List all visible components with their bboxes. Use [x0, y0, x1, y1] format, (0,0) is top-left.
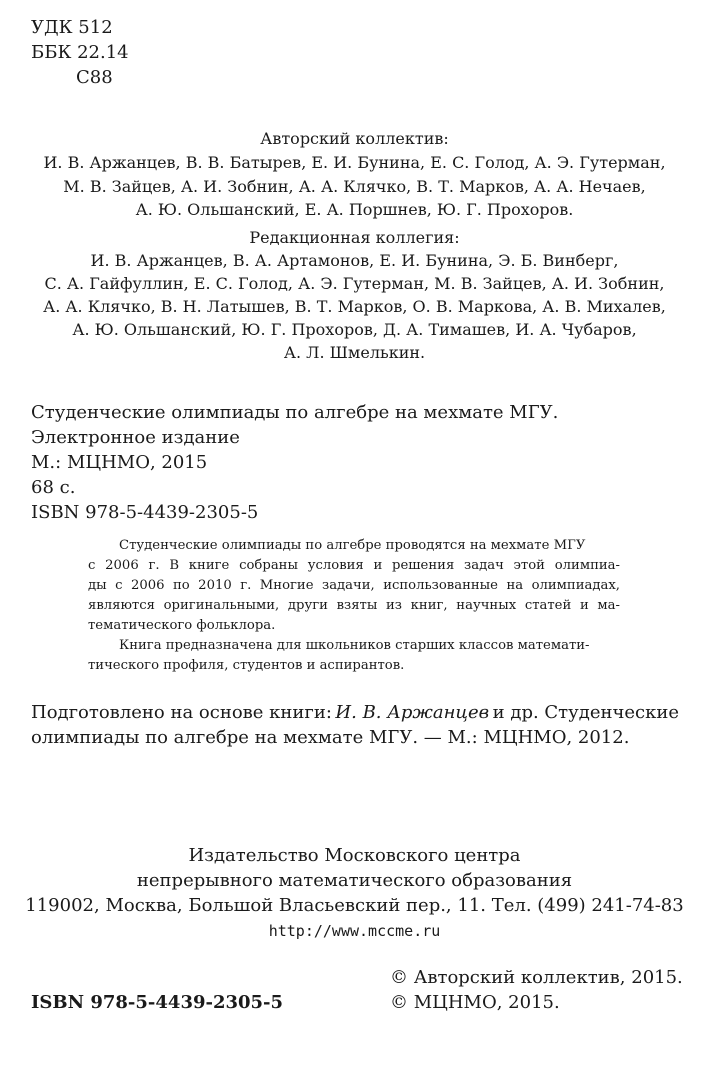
- footer-isbn: ISBN 978-5-4439-2305-5: [31, 992, 284, 1013]
- abstract-line: Студенческие олимпиады по алгебре проводятся на мехмате МГУ: [119, 538, 586, 553]
- publisher-name-2: непрерывного математического образования: [136, 870, 573, 891]
- isbn: ISBN 978-5-4439-2305-5: [31, 502, 259, 523]
- publisher-name: Издательство Московского центра: [188, 845, 521, 866]
- based-on-suffix: и др. Студенческие: [492, 702, 679, 723]
- authors-line: М. В. Зайцев, А. И. Зобнин, А. А. Клячко, В. Т. Марков, А. А. Нечаев,: [63, 177, 646, 196]
- abstract-line: с 2006 г. В книге собраны условия и решения задач этой олимпиа-: [88, 558, 620, 573]
- abstract-line: тематического фольклора.: [88, 618, 276, 633]
- editors-line: А. Ю. Ольшанский, Ю. Г. Прохоров, Д. А. Тимашев, И. А. Чубаров,: [72, 320, 637, 339]
- abstract-line: являются оригинальными, други взяты из книг, научных статей и ма-: [88, 598, 620, 613]
- abstract-line: ды с 2006 по 2010 г. Многие задачи, использованные на олимпиадах,: [88, 578, 620, 593]
- book-title: Студенческие олимпиады по алгебре на мехмате МГУ.: [31, 402, 559, 423]
- authors-heading: Авторский коллектив:: [260, 129, 449, 148]
- based-on-author: И. В. Аржанцев: [335, 702, 490, 723]
- editors-line: И. В. Аржанцев, В. А. Артамонов, Е. И. Бунина, Э. Б. Винберг,: [90, 251, 619, 270]
- copyright-publisher: © МЦНМО, 2015.: [390, 992, 560, 1013]
- udk-code: УДК 512: [31, 17, 113, 38]
- publisher-url: http://www.mccme.ru: [268, 922, 441, 940]
- publisher-imprint: М.: МЦНМО, 2015: [31, 452, 208, 473]
- bbk-code: ББК 22.14: [31, 42, 129, 63]
- based-on-line: [31, 702, 679, 723]
- authors-line: И. В. Аржанцев, В. В. Батырев, Е. И. Бунина, Е. С. Голод, А. Э. Гутерман,: [43, 153, 666, 172]
- authors-line: А. Ю. Ольшанский, Е. А. Поршнев, Ю. Г. Прохоров.: [135, 200, 574, 219]
- publisher-address: 119002, Москва, Большой Власьевский пер., 11. Тел. (499) 241-74-83: [25, 895, 684, 916]
- author-mark-code: С88: [76, 67, 113, 88]
- based-on-line-2: олимпиады по алгебре на мехмате МГУ. — М.: МЦНМО, 2012.: [31, 727, 630, 748]
- abstract-line: Книга предназначена для школьников старших классов математи-: [119, 638, 590, 653]
- editors-line: А. А. Клячко, В. Н. Латышев, В. Т. Марков, О. В. Маркова, А. В. Михалев,: [43, 297, 666, 316]
- editors-heading: Редакционная коллегия:: [249, 228, 460, 247]
- edition-note: Электронное издание: [31, 427, 240, 448]
- abstract-line: тического профиля, студентов и аспирантов.: [88, 658, 405, 673]
- copyright-authors: © Авторский коллектив, 2015.: [390, 967, 683, 988]
- page-count: 68 с.: [31, 477, 76, 498]
- based-on-prefix: Подготовлено на основе книги:: [31, 702, 332, 723]
- editors-line: С. А. Гайфуллин, Е. С. Голод, А. Э. Гутерман, М. В. Зайцев, А. И. Зобнин,: [44, 274, 665, 293]
- editors-line: А. Л. Шмелькин.: [283, 343, 426, 362]
